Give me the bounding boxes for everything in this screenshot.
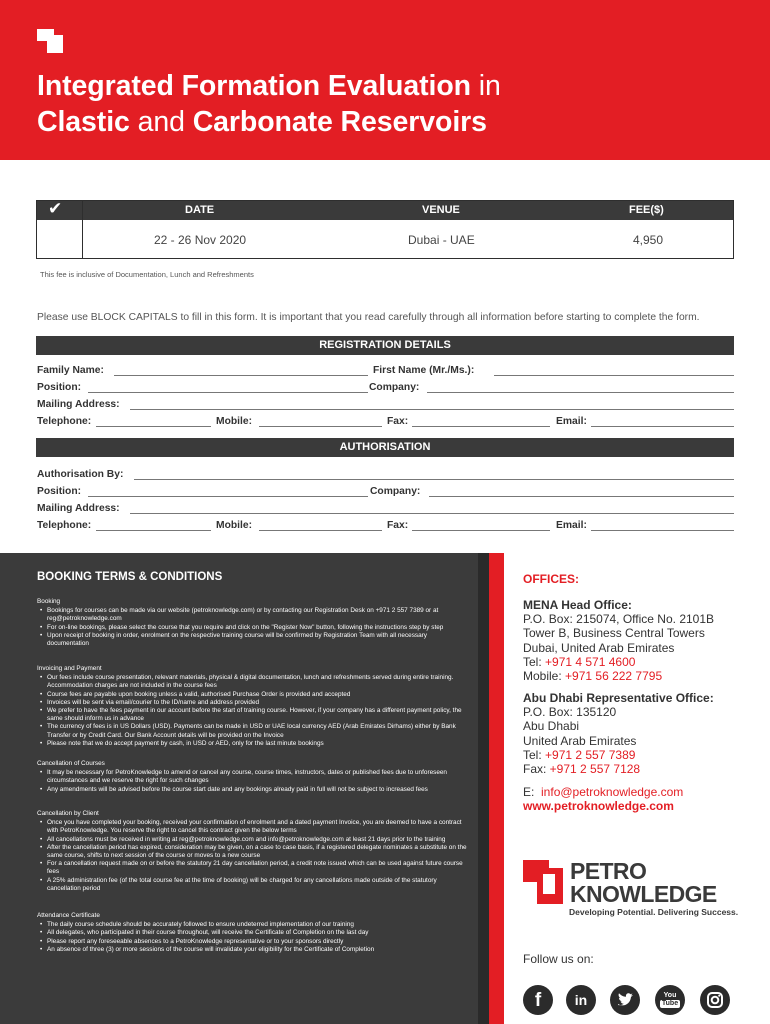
auth-position-label: Position: [37, 486, 82, 497]
website-link[interactable]: www.petroknowledge.com [523, 799, 674, 814]
terms-item: • A 25% administration fee (of the total course fee at the time of booking) will be charged for any cancellations made outside of the statutory cancellation period [47, 877, 467, 893]
follow-label: Follow us on: [523, 952, 594, 966]
auth-email-label: Email: [556, 520, 587, 531]
position-field[interactable] [88, 392, 368, 393]
terms-item: • We prefer to have the fees payment in our account before the start of training course. However, if your company has a different payment policy, the same should inform us in advance [47, 707, 467, 723]
check-icon: ✔ [48, 199, 63, 218]
terms-item: • Please note that we do accept payment by cash, in USD or AED, only for the last minute bookings [47, 740, 467, 748]
terms-item: • Our fees include course presentation, relevant materials, physical & digital documentation, lunch and refreshments served during entire training. Accommodation charges are not included in the course fees [47, 674, 467, 690]
terms-item: • All delegates, who participated in their course throughout, will receive the Certificate of Completion on the last day [47, 929, 467, 937]
brand-tagline: Developing Potential. Delivering Success. [569, 907, 739, 917]
auth-mailing-address-label: Mailing Address: [37, 503, 120, 514]
terms-item: • It may be necessary for PetroKnowledge to amend or cancel any course, course times, instructors, dates or published fees due to unforeseen circumstances and we reserve the right for such changes [47, 769, 467, 785]
mobile-label: Mobile: [216, 416, 253, 427]
fee-note: This fee is inclusive of Documentation, Lunch and Refreshments [40, 270, 254, 279]
auth-mobile-field[interactable] [259, 530, 382, 531]
fax-label: Fax: [387, 416, 409, 427]
facebook-icon[interactable]: f [523, 985, 553, 1015]
auth-fax-field[interactable] [412, 530, 550, 531]
fee-header: FEE($) [629, 204, 664, 216]
authorisation-by-field[interactable] [134, 479, 734, 480]
panel-dark-strip [478, 553, 489, 1024]
terms-item: • For on-line bookings, please select the course that you require and click on the "Register Now" button, following the instructions step by step [47, 624, 467, 632]
auth-telephone-field[interactable] [96, 530, 211, 531]
terms-item: • Please report any foreseeable absences to a PetroKnowledge representative or to your sponsors directly [47, 938, 467, 946]
abudhabi-tel-link[interactable]: +971 2 557 7389 [545, 747, 636, 762]
terms-item: • An absence of three (3) or more sessions of the course will invalidate your eligibility for the Certificate of Completion [47, 946, 467, 954]
brand-word-petro: PETRO [570, 858, 647, 884]
terms-item: • Once you have completed your booking, received your confirmation of enrolment and a dated payment Invoice, you are deemed to have a contract with PetroKnowledge. You reserve the right to cancel this contract given the below terms [47, 819, 467, 835]
mena-office-title: MENA Head Office: [523, 598, 632, 612]
brand-word-knowledge: KNOWLEDGE [570, 881, 717, 907]
offices-heading: OFFICES: [523, 572, 579, 586]
family-name-field[interactable] [114, 375, 368, 376]
auth-position-field[interactable] [88, 496, 368, 497]
terms-item: • Bookings for courses can be made via our website (petroknowledge.com) or by contacting our Registration Desk on +971 2 557 7389 or at reg@petroknowledge.com [47, 607, 467, 623]
terms-item: • The daily course schedule should be accurately followed to ensure undeterred implementation of our training [47, 921, 467, 929]
course-fee: 4,950 [633, 233, 664, 247]
terms-section-booking: Booking • Bookings for courses can be made via our website (petroknowledge.com) or by contacting our Registration Desk on +971 2 557 7389 or at reg@petroknowledge.com • For on-line bookings, please select the course that you require and click on the "Register Now" button, following the instructions step by step • Upon receipt of booking in order, enrolment on the respective training course will be confirmed by Registration Team with all necessary documentation [37, 598, 467, 648]
brand-mark-icon [37, 29, 63, 53]
select-checkbox[interactable] [37, 201, 83, 258]
auth-fax-label: Fax: [387, 520, 409, 531]
auth-company-label: Company: [370, 486, 421, 497]
telephone-field[interactable] [96, 426, 211, 427]
date-header: DATE [185, 204, 215, 216]
page-title: Integrated Formation Evaluation in Clastic and Carbonate Reservoirs [37, 70, 501, 138]
terms-item: • For a cancellation request made on or before the statutory 21 day cancellation period, a credit note issued which can be used against future course fees [47, 860, 467, 876]
abudhabi-fax: +971 2 557 7128 [549, 762, 641, 777]
mobile-field[interactable] [259, 426, 382, 427]
terms-item: • After the cancellation period has expired, consideration may be given, on a case to case basis, if a registered delegate nominates a substitute on the same course, shifts to next session of the course or moves to a new course [47, 844, 467, 860]
terms-item: • Course fees are payable upon booking unless a valid, authorised Purchase Order is provided and accepted [47, 691, 467, 699]
terms-section-invoicing: Invoicing and Payment • Our fees include course presentation, relevant materials, physical & digital documentation, lunch and refreshments served during entire training. Accommodation charges are not included in the course fees • Course fees are payable upon booking unless a valid, authorised Purchase Order is provided and accepted • Invoices will be sent via email/courier to the ID/name and address provided • We prefer to have the fees payment in our account before the start of training course. However, if your company has a different payment policy, the same should inform us in advance • The currency of fees is in US Dollars (USD). Payments can be made in USD or UAE local currency AED (Arab Emirates Dirhams) either by Bank Transfer or by Credit Card. Our Bank Account details will be provided on the Invoice • Please note that we do accept payment by cash, in USD or AED, only for the last minute bookings [37, 665, 467, 748]
contact-links: E: info@petroknowledge.com www.petroknowledge.com [523, 785, 684, 814]
terms-section-cancellation-client: Cancellation by Client • Once you have completed your booking, received your confirmation of enrolment and a dated payment Invoice, you are deemed to have a contract with PetroKnowledge. You reserve the right to cancel this contract given the below terms • All cancellations must be received in writing at reg@petroknowledge.com and info@petroknowledge.com at least 21 days prior to the training • After the cancellation period has expired, consideration may be given, on a case to case basis, if a registered delegate nominates a substitute on the same course, shifts to next session of the course or moves to a new course • For a cancellation request made on or before the statutory 21 day cancellation period, a credit note issued which can be used against future course fees • A 25% administration fee (of the total course fee at the time of booking) will be charged for any cancellations made outside of the statutory cancellation period [37, 810, 467, 893]
company-field[interactable] [427, 392, 734, 393]
mena-tel-link[interactable]: +971 4 571 4600 [545, 654, 636, 669]
auth-telephone-label: Telephone: [37, 520, 92, 531]
registration-header: REGISTRATION DETAILS [36, 336, 734, 355]
first-name-field[interactable] [494, 375, 734, 376]
course-date: 22 - 26 Nov 2020 [154, 233, 247, 247]
linkedin-icon[interactable]: in [566, 985, 596, 1015]
auth-mailing-address-field[interactable] [130, 513, 734, 514]
family-name-label: Family Name: [37, 365, 104, 376]
email-link[interactable]: info@petroknowledge.com [541, 785, 684, 799]
course-table-header [37, 201, 733, 220]
authorisation-by-label: Authorisation By: [37, 469, 124, 480]
terms-item: • Any amendments will be advised before the course start date and any bookings already paid in full will not be subject to increased fees [47, 786, 467, 794]
form-instruction: Please use BLOCK CAPITALS to fill in this form. It is important that you read carefully through all information before starting to complete the form. [37, 312, 700, 323]
header-banner [0, 0, 770, 160]
abudhabi-office-title: Abu Dhabi Representative Office: [523, 691, 714, 705]
petroknowledge-logo-icon [523, 860, 563, 904]
mena-office: MENA Head Office: P.O. Box: 215074, Office No. 2101B Tower B, Business Central Towers Dubai, United Arab Emirates Tel: +971 4 571 4600 Mobile: +971 56 222 7795 [523, 598, 715, 684]
company-label: Company: [369, 382, 420, 393]
position-label: Position: [37, 382, 82, 393]
fax-field[interactable] [412, 426, 550, 427]
mailing-address-label: Mailing Address: [37, 399, 120, 410]
youtube-icon[interactable]: You Tube [655, 985, 685, 1015]
terms-title: BOOKING TERMS & CONDITIONS [37, 571, 223, 583]
auth-email-field[interactable] [591, 530, 734, 531]
terms-item: • Invoices will be sent via email/courier to the ID/name and address provided [47, 699, 467, 707]
course-table [36, 200, 734, 259]
terms-section-cancellation-courses: Cancellation of Courses • It may be necessary for PetroKnowledge to amend or cancel any course, course times, instructors, dates or published fees due to unforeseen circumstances and we reserve the right for such changes • Any amendments will be advised before the course start date and any bookings already paid in full will not be subject to increased fees [37, 760, 467, 794]
auth-company-field[interactable] [429, 496, 734, 497]
twitter-icon[interactable] [610, 985, 640, 1015]
first-name-label: First Name (Mr./Ms.): [373, 365, 475, 376]
mena-mobile-link[interactable]: +971 56 222 7795 [565, 669, 663, 684]
abudhabi-office: Abu Dhabi Representative Office: P.O. Box: 135120 Abu Dhabi United Arab Emirates Tel: +971 2 557 7389 Fax: +971 2 557 7128 [523, 691, 714, 777]
venue-header: VENUE [422, 204, 460, 216]
terms-section-attendance: Attendance Certificate • The daily course schedule should be accurately followed to ensure undeterred implementation of our training • All delegates, who participated in their course throughout, will receive the Certificate of Completion on the last day • Please report any foreseeable absences to a PetroKnowledge representative or to your sponsors directly • An absence of three (3) or more sessions of the course will invalidate your eligibility for the Certificate of Completion [37, 912, 467, 954]
authorisation-header: AUTHORISATION [36, 438, 734, 457]
auth-mobile-label: Mobile: [216, 520, 253, 531]
telephone-label: Telephone: [37, 416, 92, 427]
terms-item: • The currency of fees is in US Dollars (USD). Payments can be made in USD or UAE local currency AED (Arab Emirates Dirhams) either by Bank Transfer or by Credit Card. Our Bank Account details will be provided on the Invoice [47, 723, 467, 739]
terms-item: • All cancellations must be received in writing at reg@petroknowledge.com and info@petroknowledge.com at least 21 days prior to the training [47, 836, 467, 844]
instagram-icon[interactable] [700, 985, 730, 1015]
terms-item: • Upon receipt of booking in order, enrolment on the respective training course will be confirmed by Registration Team with all necessary documentation [47, 632, 467, 648]
email-field[interactable] [591, 426, 734, 427]
email-label: Email: [556, 416, 587, 427]
panel-red-strip [489, 553, 504, 1024]
course-venue: Dubai - UAE [408, 233, 475, 247]
mailing-address-field[interactable] [130, 409, 734, 410]
